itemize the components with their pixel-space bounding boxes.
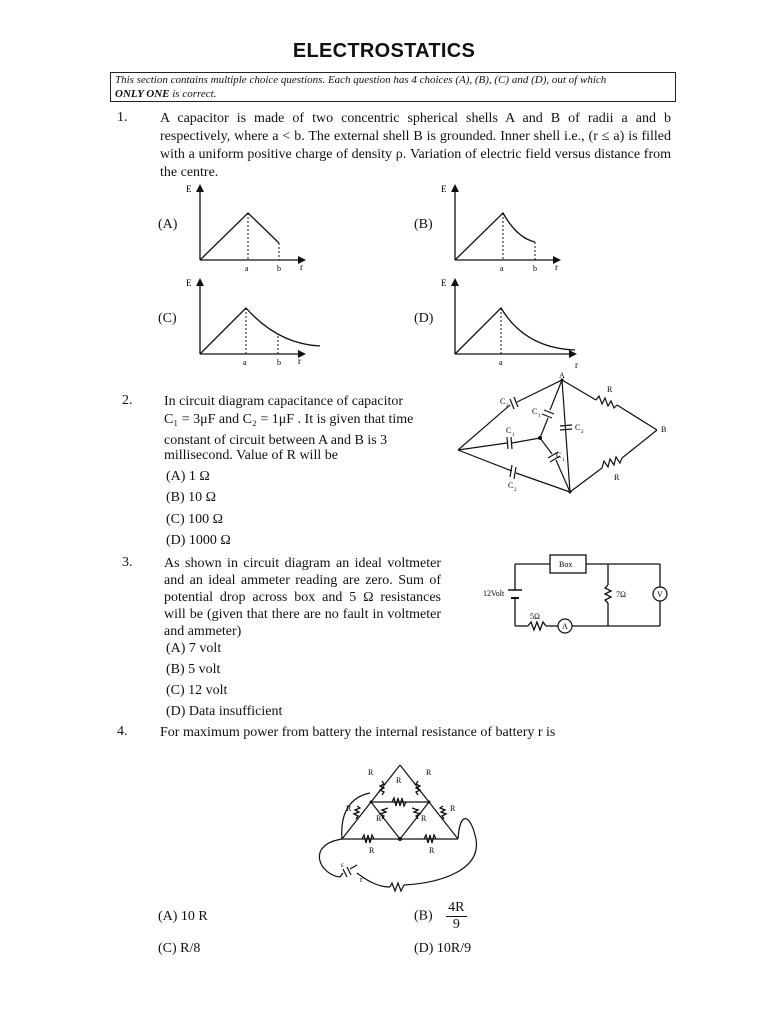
x-axis-label: r: [575, 360, 578, 370]
q2-option-c: (C) 100 Ω: [166, 512, 224, 527]
q1-option-a-label: (A): [158, 217, 178, 232]
q1-option-c-label: (C): [158, 311, 177, 326]
resistor-label: R: [396, 776, 402, 785]
question-2-number: 2.: [122, 393, 133, 408]
q2-option-b: (B) 10 Ω: [166, 490, 217, 505]
resistor-7-label: 7Ω: [616, 590, 626, 599]
question-2-line3: constant of circuit between A and B is 3: [164, 433, 388, 448]
question-4-text: For maximum power from battery the internal resistance of battery r is: [160, 725, 556, 740]
page-title: ELECTROSTATICS: [292, 40, 476, 62]
emf-label: ε: [341, 861, 344, 869]
ammeter-icon: A: [562, 622, 568, 631]
question-4-number: 4.: [117, 724, 128, 739]
resistor-label: R: [450, 804, 456, 813]
tick-b: b: [533, 264, 537, 273]
capacitor-label: C: [575, 423, 581, 432]
tick-a: a: [499, 358, 503, 367]
question-2-line1: In circuit diagram capacitance of capacitor: [164, 394, 404, 409]
q3-option-a: (A) 7 volt: [166, 641, 222, 656]
q4-option-a: (A) 10 R: [158, 909, 208, 924]
internal-resistance-label: r: [360, 875, 363, 884]
y-axis-label: E: [186, 278, 192, 288]
resistor-label: R: [429, 846, 435, 855]
capacitor-subscript: 1: [512, 433, 515, 438]
y-axis-label: E: [441, 278, 447, 288]
capacitor-label: C: [556, 451, 562, 460]
q3-circuit-diagram: [478, 550, 673, 640]
node-b-label: B: [661, 425, 667, 434]
y-axis-label: E: [186, 184, 192, 194]
resistor-label: R: [369, 846, 375, 855]
battery-label: 12Volt: [483, 589, 505, 598]
question-1-number: 1.: [117, 110, 128, 125]
box-label: Box: [559, 560, 573, 569]
tick-a: a: [243, 358, 247, 367]
instructions-box: [110, 72, 676, 102]
q1-graph-b: [435, 180, 575, 275]
q1-graph-a: [180, 180, 320, 275]
capacitor-subscript: 2: [581, 430, 584, 435]
x-axis-label: r: [298, 356, 301, 366]
fraction-denominator: 9: [452, 917, 460, 932]
capacitor-label: C: [532, 407, 538, 416]
q4-option-b: [414, 900, 467, 933]
q3-option-c: (C) 12 volt: [166, 683, 228, 698]
question-3-text: As shown in circuit diagram an ideal voltmeter and an ideal ammeter reading are zero. Sum of potential drop across box and 5 Ω resistances will be (given that there are no fault in voltmeter and ammeter): [164, 556, 441, 639]
capacitor-subscript: 2: [506, 404, 509, 409]
y-axis-label: E: [441, 184, 447, 194]
q1-graph-c: [180, 274, 325, 369]
resistor-5-label: 5Ω: [530, 612, 540, 621]
capacitor-label: C: [506, 426, 512, 435]
question-2-line2: C₁ = 3μF and C₂ = 1μF . It is given that time: [164, 412, 414, 427]
instructions-text-end: is correct.: [169, 88, 217, 100]
tick-a: a: [500, 264, 504, 273]
resistor-label: R: [376, 814, 382, 823]
q3-option-b: (B) 5 volt: [166, 662, 221, 677]
voltmeter-icon: V: [657, 590, 663, 599]
q2-circuit-diagram: [452, 368, 677, 496]
q1-graph-d: [435, 274, 585, 372]
resistor-label: R: [426, 768, 432, 777]
resistor-label: R: [421, 814, 427, 823]
q1-option-b-label: (B): [414, 217, 433, 232]
capacitor-subscript: 2: [514, 488, 517, 493]
fraction-numerator: 4R: [448, 900, 465, 915]
x-axis-label: r: [555, 262, 558, 272]
instructions-emphasis: ONLY ONE: [115, 88, 170, 100]
resistor-label: R: [346, 804, 352, 813]
question-2-line4: millisecond. Value of R will be: [164, 448, 338, 463]
question-1-text: A capacitor is made of two concentric spherical shells A and B of radii a and b respectively, where a < b. The external shell B is grounded. Inner shell i.e., (r ≤ a) is filled with a uniform positive charge of density ρ. Variation of electric field versus distance from the centre.: [160, 111, 671, 180]
resistor-label-bottom: R: [614, 473, 620, 482]
q4-circuit-diagram: [310, 755, 485, 895]
q2-option-a: (A) 1 Ω: [166, 469, 210, 484]
capacitor-subscript: 1: [538, 414, 541, 419]
capacitor-subscript: 1: [562, 458, 565, 463]
question-3-number: 3.: [122, 555, 133, 570]
tick-a: a: [245, 264, 249, 273]
resistor-label-top: R: [607, 385, 613, 394]
q4-option-d: (D) 10R/9: [414, 941, 472, 956]
q3-option-d: (D) Data insufficient: [166, 704, 283, 719]
instructions-text: This section contains multiple choice questions. Each question has 4 choices (A), (B), (C) and (D), out of which: [115, 74, 607, 86]
q2-option-d: (D) 1000 Ω: [166, 533, 231, 548]
resistor-label: R: [368, 768, 374, 777]
q1-option-d-label: (D): [414, 311, 434, 326]
tick-b: b: [277, 264, 281, 273]
capacitor-label: C: [500, 397, 506, 406]
tick-b: b: [277, 358, 281, 367]
node-a-label: A: [559, 371, 565, 380]
x-axis-label: r: [300, 262, 303, 272]
capacitor-label: C: [508, 481, 514, 490]
q4-option-b-prefix: (B): [414, 908, 433, 924]
q4-option-c: (C) R/8: [158, 941, 201, 956]
q4-option-b-fraction: [446, 900, 466, 933]
